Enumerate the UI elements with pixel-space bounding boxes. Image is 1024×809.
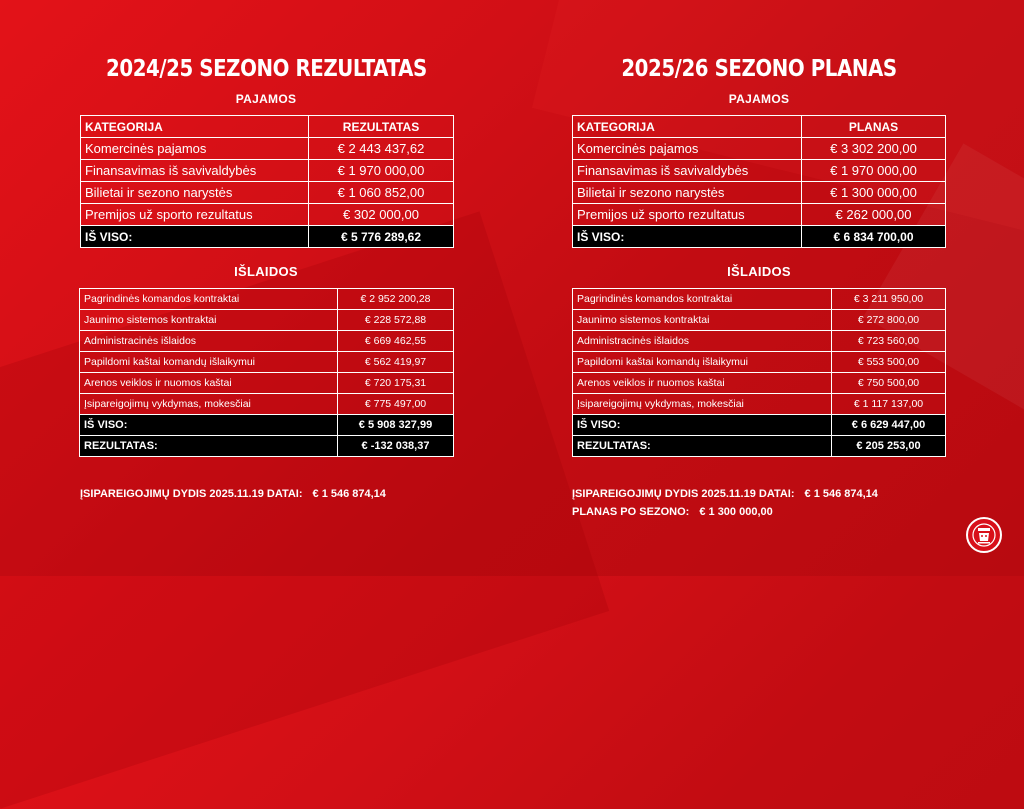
row-value: € 302 000,00	[309, 204, 454, 226]
row-value: € 723 560,00	[832, 331, 946, 352]
footer-label: PLANAS PO SEZONO:	[572, 506, 690, 518]
left-expense-table	[79, 288, 454, 457]
table-row	[573, 204, 946, 226]
row-value: € 562 419,97	[338, 352, 454, 373]
left-title: 2024/25 SEZONO REZULTATAS	[106, 56, 427, 82]
row-label: Administracinės išlaidos	[573, 331, 832, 352]
total-value: € 5 908 327,99	[338, 415, 454, 436]
table-row	[80, 373, 454, 394]
row-label: Premijos už sporto rezultatus	[81, 204, 309, 226]
total-label: IŠ VISO:	[573, 415, 832, 436]
row-value: € 3 302 200,00	[802, 138, 946, 160]
total-label: IŠ VISO:	[80, 415, 338, 436]
right-expense-table	[572, 288, 946, 457]
row-label: Premijos už sporto rezultatus	[573, 204, 802, 226]
table-row	[80, 289, 454, 310]
row-value: € 2 952 200,28	[338, 289, 454, 310]
row-value: € 262 000,00	[802, 204, 946, 226]
table-row	[81, 138, 454, 160]
total-value: € 5 776 289,62	[309, 226, 454, 248]
table-row	[573, 289, 946, 310]
row-label: Pagrindinės komandos kontraktai	[80, 289, 338, 310]
row-label: Papildomi kaštai komandų išlaikymui	[573, 352, 832, 373]
result-label: REZULTATAS:	[573, 436, 832, 457]
row-value: € 2 443 437,62	[309, 138, 454, 160]
row-value: € 720 175,31	[338, 373, 454, 394]
result-value: € 205 253,00	[832, 436, 946, 457]
row-label: Komercinės pajamos	[81, 138, 309, 160]
row-label: Arenos veiklos ir nuomos kaštai	[573, 373, 832, 394]
total-row	[573, 226, 946, 248]
column-header-category: KATEGORIJA	[573, 116, 802, 138]
table-row	[81, 160, 454, 182]
total-value: € 6 834 700,00	[802, 226, 946, 248]
left-income-table	[80, 115, 454, 248]
table-row	[573, 310, 946, 331]
result-row	[573, 436, 946, 457]
row-label: Įsipareigojimų vykdymas, mokesčiai	[80, 394, 338, 415]
row-value: € 669 462,55	[338, 331, 454, 352]
row-value: € 3 211 950,00	[832, 289, 946, 310]
table-row	[81, 182, 454, 204]
table-row	[80, 394, 454, 415]
row-value: € 1 117 137,00	[832, 394, 946, 415]
result-label: REZULTATAS:	[80, 436, 338, 457]
row-label: Komercinės pajamos	[573, 138, 802, 160]
row-value: € 1 300 000,00	[802, 182, 946, 204]
footer-label: ĮSIPAREIGOJIMŲ DYDIS 2025.11.19 DATAI:	[572, 488, 795, 500]
left-expense-heading: IŠLAIDOS	[234, 264, 298, 279]
total-row	[80, 415, 454, 436]
row-value: € 272 800,00	[832, 310, 946, 331]
row-label: Bilietai ir sezono narystės	[573, 182, 802, 204]
left-income-heading: PAJAMOS	[235, 92, 297, 106]
right-income-table	[572, 115, 946, 248]
row-value: € 1 970 000,00	[309, 160, 454, 182]
right-footer-line	[572, 488, 878, 500]
table-row	[573, 394, 946, 415]
row-label: Įsipareigojimų vykdymas, mokesčiai	[573, 394, 832, 415]
column-header-value: REZULTATAS	[309, 116, 454, 138]
table-row	[80, 310, 454, 331]
table-row	[573, 373, 946, 394]
result-value: € -132 038,37	[338, 436, 454, 457]
row-label: Finansavimas iš savivaldybės	[573, 160, 802, 182]
footer-value: € 1 300 000,00	[699, 506, 773, 518]
row-value: € 775 497,00	[338, 394, 454, 415]
row-label: Administracinės išlaidos	[80, 331, 338, 352]
table-row	[573, 182, 946, 204]
total-label: IŠ VISO:	[573, 226, 802, 248]
row-value: € 1 970 000,00	[802, 160, 946, 182]
table-row	[80, 352, 454, 373]
right-title: 2025/26 SEZONO PLANAS	[621, 56, 897, 82]
right-expense-heading: IŠLAIDOS	[727, 264, 791, 279]
table-row	[81, 204, 454, 226]
club-crest-icon	[966, 517, 1002, 553]
row-label: Jaunimo sistemos kontraktai	[573, 310, 832, 331]
table-row	[80, 331, 454, 352]
row-value: € 750 500,00	[832, 373, 946, 394]
left-footer-line	[80, 488, 386, 500]
table-header-row	[81, 116, 454, 138]
row-label: Bilietai ir sezono narystės	[81, 182, 309, 204]
right-income-heading: PAJAMOS	[728, 92, 790, 106]
footer-value: € 1 546 874,14	[312, 488, 386, 500]
footer-value: € 1 546 874,14	[804, 488, 878, 500]
row-label: Jaunimo sistemos kontraktai	[80, 310, 338, 331]
row-label: Finansavimas iš savivaldybės	[81, 160, 309, 182]
row-label: Arenos veiklos ir nuomos kaštai	[80, 373, 338, 394]
total-row	[81, 226, 454, 248]
table-row	[573, 352, 946, 373]
total-row	[573, 415, 946, 436]
row-value: € 553 500,00	[832, 352, 946, 373]
table-row	[573, 160, 946, 182]
column-header-value: PLANAS	[802, 116, 946, 138]
table-row	[573, 331, 946, 352]
table-row	[573, 138, 946, 160]
table-header-row	[573, 116, 946, 138]
total-label: IŠ VISO:	[81, 226, 309, 248]
right-footer-line	[572, 506, 773, 518]
row-value: € 228 572,88	[338, 310, 454, 331]
result-row	[80, 436, 454, 457]
row-label: Papildomi kaštai komandų išlaikymui	[80, 352, 338, 373]
row-value: € 1 060 852,00	[309, 182, 454, 204]
footer-label: ĮSIPAREIGOJIMŲ DYDIS 2025.11.19 DATAI:	[80, 488, 303, 500]
row-label: Pagrindinės komandos kontraktai	[573, 289, 832, 310]
column-header-category: KATEGORIJA	[81, 116, 309, 138]
total-value: € 6 629 447,00	[832, 415, 946, 436]
